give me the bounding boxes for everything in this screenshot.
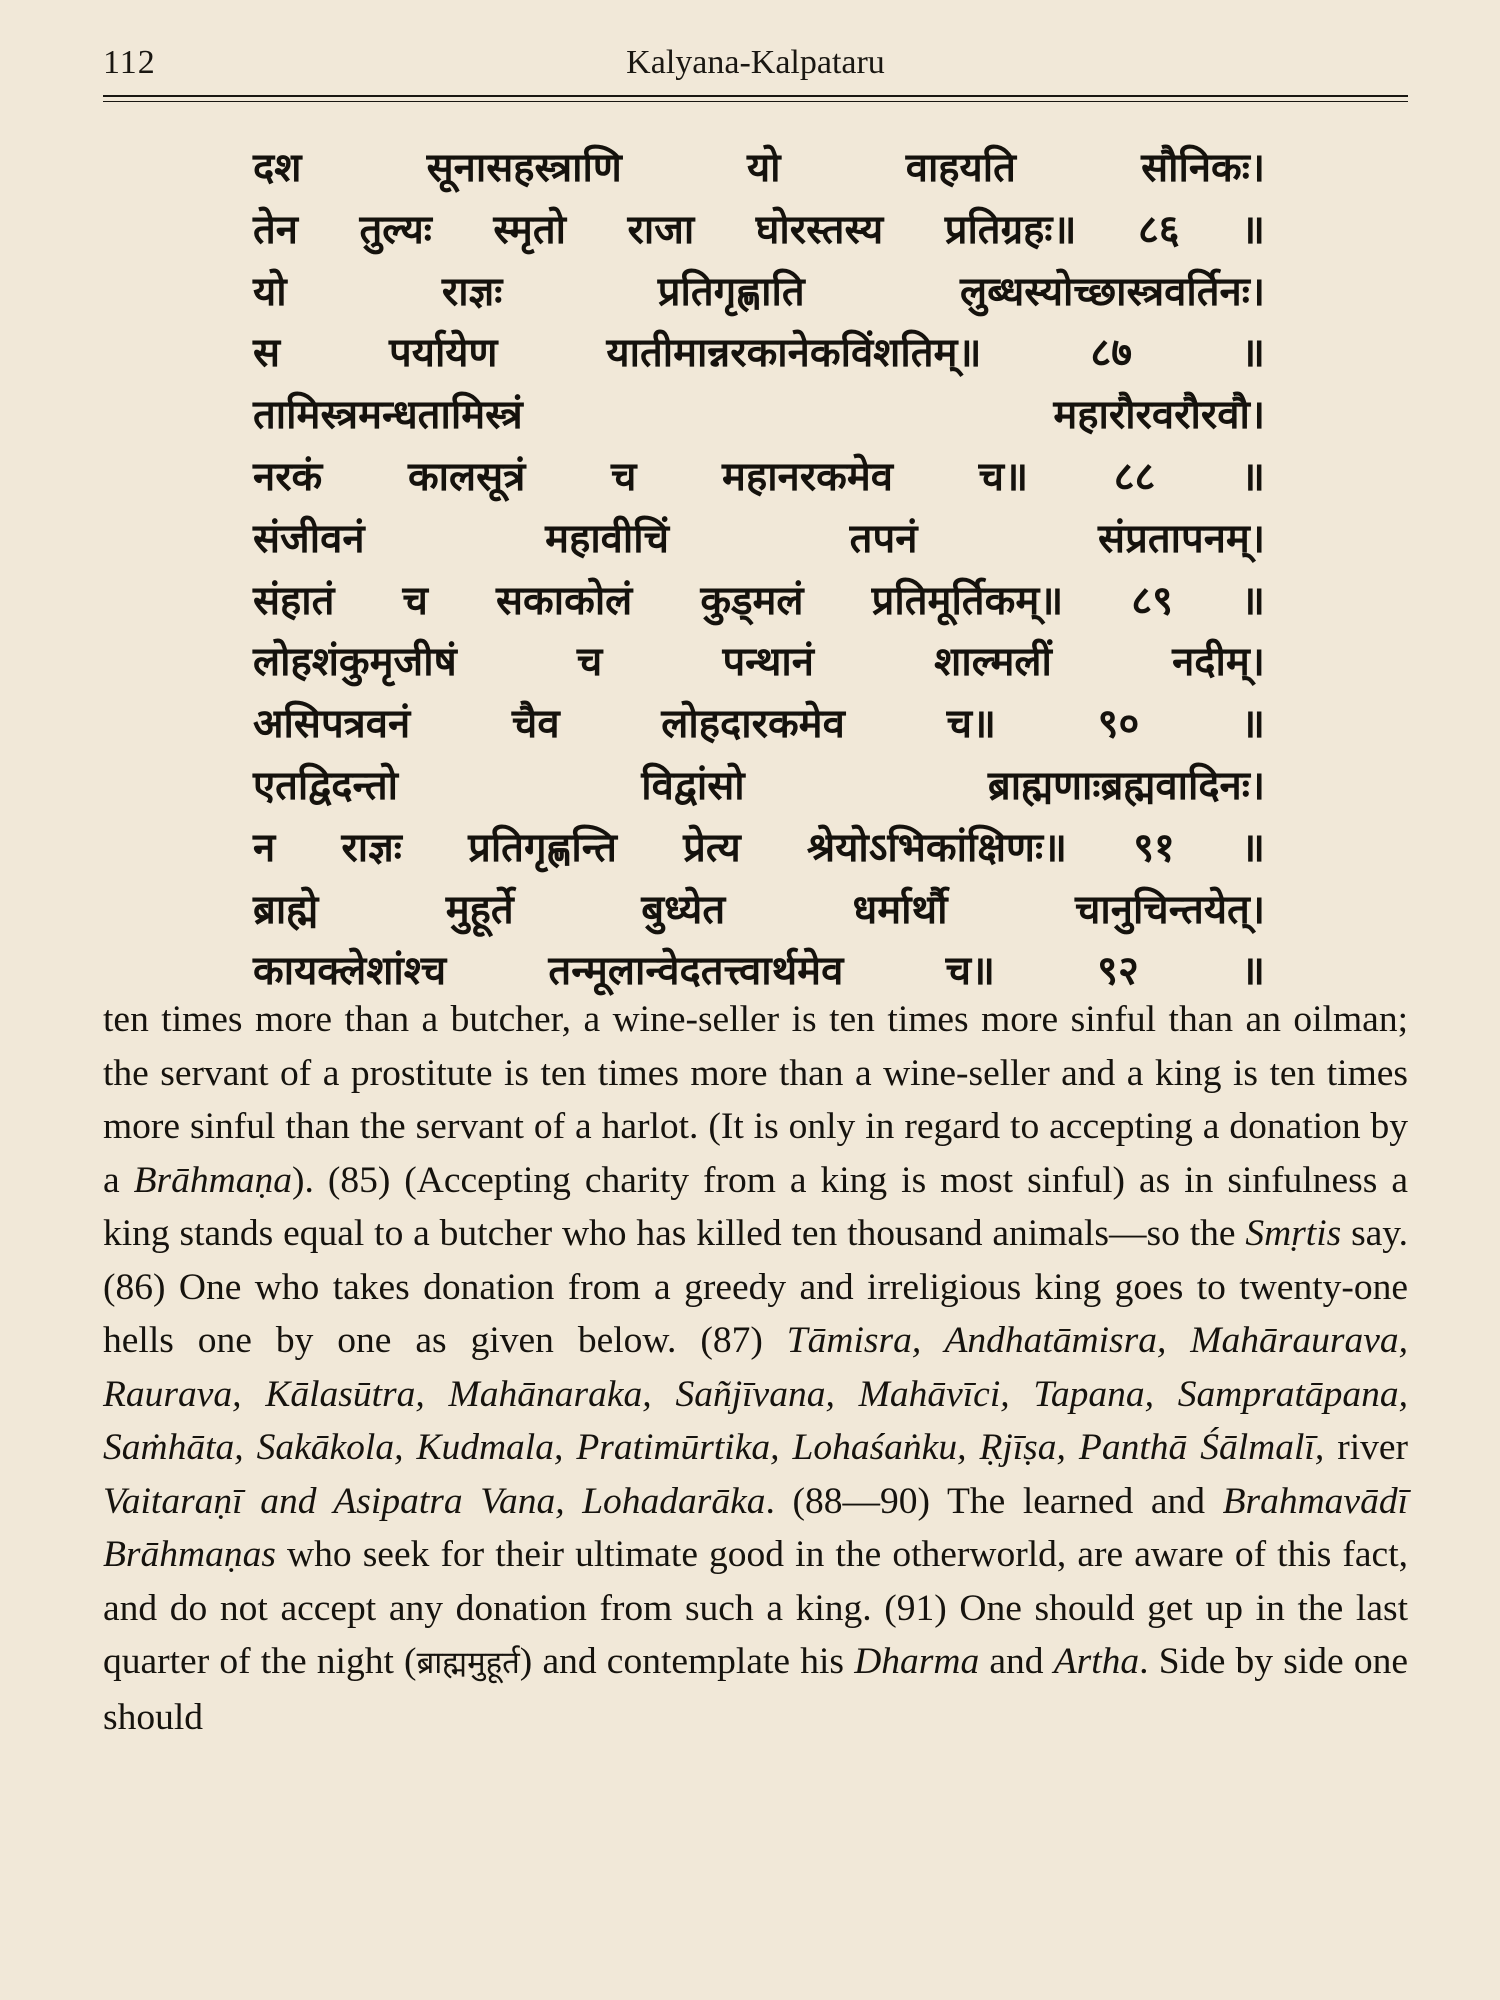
verse-word: कायक्लेशांश्च	[253, 948, 447, 995]
verse-word: संप्रतापनम्।	[1098, 515, 1265, 562]
verse-line	[253, 200, 1265, 262]
verse-word: घोरस्तस्य	[755, 206, 884, 253]
page-number: 112	[103, 44, 156, 81]
running-title: Kalyana-Kalpataru	[626, 44, 885, 81]
verse-word: ८६	[1137, 206, 1180, 253]
verse-word: चानुचिन्तयेत्।	[1074, 886, 1265, 933]
verse-word: प्रतिमूर्तिकम्॥	[871, 577, 1064, 624]
verse-line	[253, 323, 1265, 385]
term-brahma-muhurta: ब्राह्ममुहूर्त	[416, 1645, 520, 1681]
verse-word: च॥	[978, 453, 1029, 500]
verse-word: ८८	[1113, 453, 1156, 500]
verse-word: ९२	[1097, 948, 1139, 995]
verse-word: च॥	[946, 701, 996, 748]
verse-word: कुड्मलं	[700, 577, 804, 624]
verse-word: मुहूर्ते	[445, 886, 514, 933]
verse-word: तुल्यः	[359, 206, 432, 253]
verse-line	[253, 447, 1265, 509]
verse-word: संजीवनं	[253, 515, 365, 562]
verse-word: ॥	[1241, 824, 1265, 871]
verse-word: दश	[253, 145, 302, 191]
verse-word: ॥	[1241, 453, 1265, 500]
translation-text: say. (86) One who takes donation from a greedy and irreligious king goes to twenty-one hells one by one as given below. (87)	[103, 1213, 1408, 1361]
page-header	[103, 44, 1408, 94]
verse-word: नदीम्।	[1172, 639, 1265, 686]
verse-word: राज्ञः	[441, 268, 503, 315]
verse-word: श्रेयोऽभिकांक्षिणः॥	[806, 824, 1067, 871]
verse-word: पन्थानं	[722, 639, 814, 686]
verse-word: सकाकोलं	[495, 577, 633, 624]
verse-word: ॥	[1240, 577, 1265, 624]
verse-word: प्रतिग्रहः॥	[944, 206, 1077, 253]
verse-word: च	[402, 577, 428, 624]
verse-line	[253, 632, 1265, 694]
verse-word: कालसूत्रं	[407, 453, 526, 500]
verse-word: राजा	[627, 206, 695, 253]
verse-word: तन्मूलान्वेदतत्त्वार्थमेव	[548, 948, 844, 995]
verse-word: असिपत्रवनं	[253, 701, 411, 748]
translation-text: . (88—90) The learned and	[765, 1480, 1223, 1522]
verse-line	[253, 138, 1265, 200]
verse-word: च॥	[945, 948, 995, 995]
hell-names: Tāmisra, Andhatāmisra, Mahāraurava, Raurava, Kālasūtra, Mahānaraka, Sañjīvana, Mahāvīci, Tapana, Sampratāpana, Saṁhāta, Sakākola, Kudmala, Pratimūrtika, Lohaśaṅku, Ṛjīṣa, Panthā Śālmalī,	[103, 1320, 1408, 1468]
verse-word: चैव	[511, 701, 560, 748]
translation-text: ) and contemplate his	[519, 1641, 855, 1682]
verse-line	[253, 385, 1265, 447]
verse-word: एतद्विदन्तो	[253, 762, 398, 809]
verse-word: ॥	[1241, 206, 1265, 253]
verse-word: महानरकमेव	[722, 453, 893, 500]
english-translation	[103, 993, 1408, 1744]
verse-word: ८९	[1131, 577, 1173, 624]
hell-names-river: Vaitaraṇī and Asipatra Vana, Lohadarāka	[103, 1480, 766, 1522]
verse-word: धर्मार्थौ	[852, 886, 948, 933]
verse-line	[253, 571, 1265, 633]
term-artha: Artha	[1053, 1641, 1140, 1682]
sanskrit-verses	[253, 138, 1265, 1003]
verse-word: ९०	[1097, 701, 1140, 748]
translation-text: river	[1324, 1427, 1408, 1468]
verse-word: न	[253, 824, 276, 871]
verse-word: महावीचिं	[545, 515, 670, 562]
verse-line	[253, 756, 1265, 818]
term-brahmana: Brāhmaṇa	[133, 1159, 292, 1201]
verse-word: ८७	[1090, 330, 1133, 377]
verse-word: ॥	[1241, 330, 1265, 377]
term-brahmavadi: Brahmavādī Brāhmaṇas	[103, 1480, 1408, 1575]
term-smrtis: Smṛtis	[1245, 1213, 1342, 1254]
verse-word: च	[576, 639, 603, 686]
verse-word: स	[253, 330, 281, 377]
verse-word: ब्राह्मणाःब्रह्मवादिनः।	[987, 762, 1265, 809]
verse-word: पर्यायेण	[389, 330, 498, 377]
verse-word: प्रेत्य	[683, 824, 741, 871]
verse-line	[253, 262, 1265, 324]
verse-word: राज्ञः	[341, 824, 402, 871]
verse-word: यो	[253, 268, 287, 315]
verse-line	[253, 509, 1265, 571]
verse-word: ब्राह्मे	[253, 886, 319, 933]
translation-text: who seek for their ultimate good in the otherworld, are aware of this fact, and do not accept any donation from such a king. (91) One should get up in the last quarter of the night (	[103, 1534, 1408, 1682]
verse-line	[253, 694, 1265, 756]
verse-word: तामिस्त्रमन्धतामिस्त्रं	[253, 392, 523, 439]
verse-word: लुब्धस्योच्छास्त्रवर्तिनः।	[959, 268, 1265, 315]
verse-line	[253, 880, 1265, 942]
verse-line	[253, 818, 1265, 880]
verse-word: महारौरवरौरवौ।	[1053, 392, 1265, 439]
verse-word: सौनिकः।	[1141, 145, 1265, 191]
verse-word: लोहदारकमेव	[661, 701, 845, 748]
verse-word: ९१	[1133, 824, 1175, 871]
verse-word: च	[610, 453, 637, 500]
verse-word: स्मृतो	[493, 206, 566, 253]
translation-text: ). (85) (Accepting charity from a king is most sinful) as in sinfulness a king stands equal to a butcher who has killed ten thousand animals—so the	[103, 1159, 1408, 1254]
verse-word: ॥	[1241, 948, 1265, 995]
verse-word: लोहशंकुमृजीषं	[253, 639, 457, 686]
verse-word: नरकं	[253, 453, 323, 500]
verse-word: वाहयति	[905, 145, 1016, 191]
term-dharma: Dharma	[854, 1641, 980, 1682]
verse-word: तेन	[253, 206, 298, 253]
verse-word: प्रतिगृह्णन्ति	[468, 824, 617, 871]
verse-word: सूनासहस्त्राणि	[426, 145, 622, 191]
verse-word: प्रतिगृह्णाति	[657, 268, 805, 315]
verse-word: तपनं	[849, 515, 918, 562]
translation-paragraph	[103, 993, 1408, 1744]
translation-text: ten times more than a butcher, a wine-seller is ten times more sinful than an oilman; the servant of a prostitute is ten times more than a wine-seller and a king is ten times more sinful than the servant of a harlot. (It is only in regard to accepting a donation by a	[103, 999, 1408, 1201]
header-rule-thin	[103, 101, 1408, 102]
verse-word: यातीमान्नरकानेकविंशतिम्॥	[606, 330, 982, 377]
verse-word: बुध्येत	[641, 886, 726, 933]
verse-word: विद्वांसो	[641, 762, 745, 809]
verse-word: शाल्मलीं	[934, 639, 1052, 686]
verse-word: यो	[746, 145, 781, 191]
translation-text: and	[979, 1641, 1054, 1682]
header-rule-thick	[103, 95, 1408, 97]
verse-word: संहातं	[253, 577, 335, 624]
verse-word: ॥	[1240, 701, 1265, 748]
translation-text: . Side by side one should	[103, 1641, 1408, 1738]
